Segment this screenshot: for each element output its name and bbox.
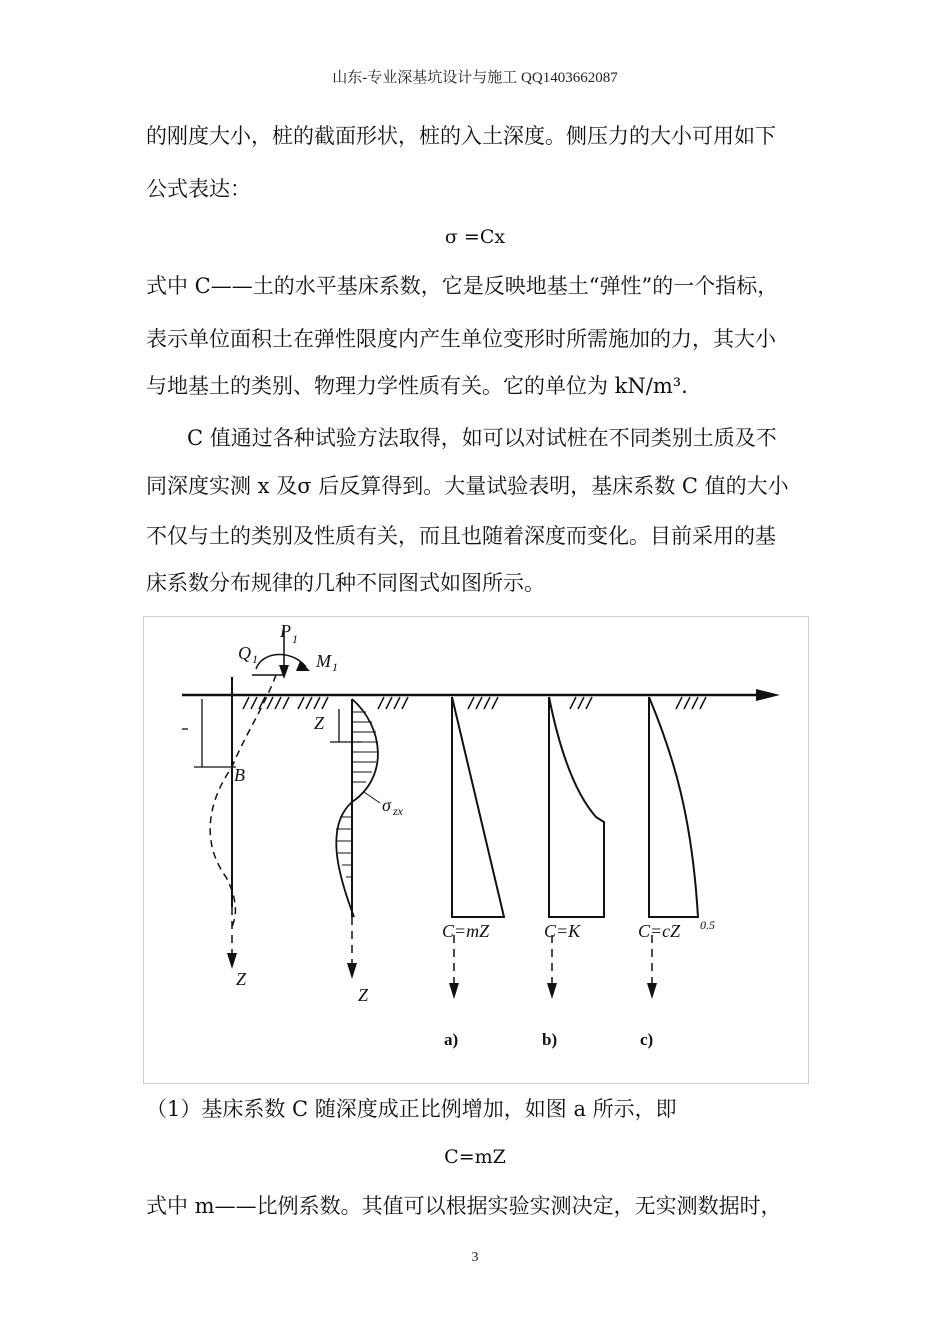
paragraph-line: 式中 m——比例系数。其值可以根据实验实测决定，无实测数据时， — [146, 1194, 782, 1218]
paragraph-line: 表示单位面积土在弹性限度内产生单位变形时所需施加的力，其大小 — [146, 327, 776, 351]
label-p-sub: 1 — [292, 632, 298, 646]
tag-a: a) — [444, 1030, 459, 1049]
paragraph-line: 公式表达： — [146, 177, 251, 201]
label-sigma-sub: zx — [393, 804, 403, 818]
paragraph-line: 床系数分布规律的几种不同图式如图所示。 — [146, 571, 545, 595]
arrow-down-icon — [449, 983, 459, 999]
label-z2: Z — [358, 985, 369, 1005]
label-m: M — [316, 651, 331, 671]
page-header: 山东-专业深基坑设计与施工 QQ1403662087 — [332, 70, 618, 86]
paragraph-line: （1）基床系数 C 随深度成正比例增加，如图 a 所示，即 — [146, 1097, 677, 1121]
figure-drawing — [144, 617, 808, 1083]
paragraph-line: C 值通过各种试验方法取得，如可以对试桩在不同类别土质及不 — [187, 426, 777, 450]
tag-c: c) — [640, 1030, 654, 1049]
ground-hatching — [243, 697, 706, 709]
arrow-down-icon — [279, 665, 289, 679]
label-q-sub: 1 — [252, 652, 258, 666]
page-number: 3 — [471, 1250, 479, 1265]
eq-a: C=mZ — [442, 921, 490, 941]
subgrade-coefficient-figure — [143, 616, 809, 1084]
deflection-curve — [210, 675, 276, 927]
tag-b: b) — [542, 1030, 558, 1049]
label-p: P — [280, 621, 291, 641]
arrow-down-icon — [227, 953, 237, 969]
formula-sigma: σ =Cx — [444, 226, 506, 248]
label-sigma: σ — [382, 795, 391, 815]
arrow-down-icon — [347, 963, 357, 979]
paragraph-line: 的刚度大小，桩的截面形状，桩的入土深度。侧压力的大小可用如下 — [146, 124, 776, 148]
arrow-down-icon — [647, 983, 657, 999]
arrow-icon — [296, 661, 310, 671]
paragraph-line: 不仅与土的类别及性质有关，而且也随着深度而变化。目前采用的基 — [146, 524, 776, 548]
paragraph-line: 式中 C——土的水平基床系数，它是反映地基土“弹性”的一个指标， — [146, 274, 779, 298]
label-q: Q — [238, 643, 251, 663]
eq-c: C=cZ — [638, 921, 681, 941]
paragraph-line: 与地基土的类别、物理力学性质有关。它的单位为 kN/m³. — [146, 374, 688, 398]
label-m-sub: 1 — [332, 660, 338, 674]
paragraph-line: 同深度实测 x 及σ 后反算得到。大量试验表明，基床系数 C 值的大小 — [146, 474, 789, 498]
pressure-hatch — [336, 712, 378, 877]
diagram-b-shape — [549, 697, 604, 917]
formula-c-mz: C=mZ — [444, 1146, 506, 1168]
label-b: B — [234, 765, 245, 785]
arrow-down-icon — [547, 983, 557, 999]
ground-arrow-icon — [756, 689, 780, 701]
label-z1: Z — [236, 969, 247, 989]
diagram-a-shape — [452, 697, 504, 917]
label-z-dim: Z — [314, 713, 325, 733]
eq-b: C=K — [544, 921, 581, 941]
diagram-c-shape — [649, 697, 698, 917]
eq-c-exp: 0.5 — [700, 918, 715, 932]
